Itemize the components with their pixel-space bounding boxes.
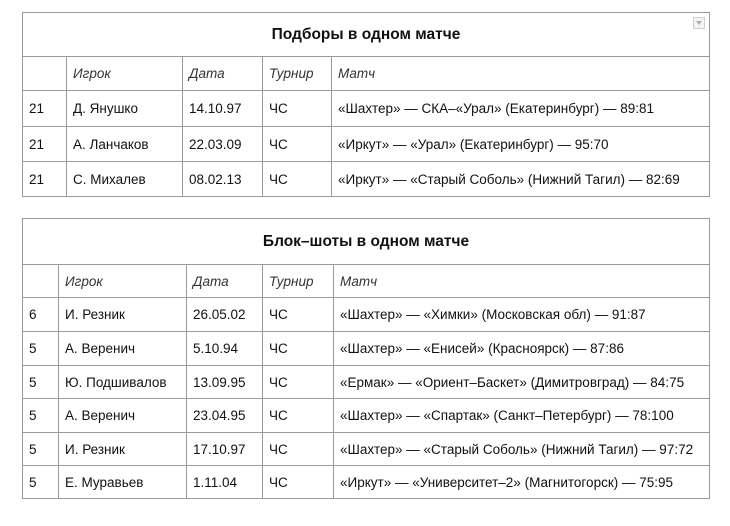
header-match: Матч: [334, 265, 710, 298]
rebounds-header-row: [23, 57, 710, 91]
cell-match: «Шахтер» — «Старый Соболь» (Нижний Тагил) — 97:72: [334, 433, 710, 466]
cell-player: Е. Муравьев: [59, 466, 187, 499]
cell-value: 6: [23, 298, 59, 332]
cell-match: «Иркут» — «Университет–2» (Магнитогорск) — 75:95: [334, 466, 710, 499]
table-row: [23, 399, 710, 433]
header-date: Дата: [187, 265, 263, 298]
rebounds-table-title: [23, 13, 710, 57]
cell-date: 13.09.95: [187, 366, 263, 399]
cell-date: 14.10.97: [183, 91, 263, 127]
header-rank: [23, 57, 67, 91]
cell-player: А. Ланчаков: [67, 127, 183, 162]
blocks-title-text: Блок–шоты в одном матче: [262, 232, 470, 250]
table-row: [23, 466, 710, 499]
cell-value: 5: [23, 433, 59, 466]
cell-date: 1.11.04: [187, 466, 263, 499]
cell-tournament: ЧС: [263, 298, 334, 332]
cell-value: 5: [23, 332, 59, 366]
rebounds-title-text: Подборы в одном матче: [271, 25, 461, 43]
cell-tournament: ЧС: [263, 332, 334, 366]
rebounds-table: [22, 12, 710, 197]
table-row: [23, 162, 710, 197]
cell-player: И. Резник: [59, 433, 187, 466]
header-rank: [23, 265, 59, 298]
table-row: [23, 433, 710, 466]
cell-tournament: ЧС: [263, 433, 334, 466]
header-tournament: Турнир: [263, 57, 332, 91]
cell-player: А. Веренич: [59, 332, 187, 366]
cell-value: 5: [23, 399, 59, 433]
cell-match: «Шахтер» — «Химки» (Московская обл) — 91:87: [334, 298, 710, 332]
cell-player: Д. Янушко: [67, 91, 183, 127]
header-player: Игрок: [67, 57, 183, 91]
cell-value: 21: [23, 91, 67, 127]
cell-tournament: ЧС: [263, 399, 334, 433]
cell-date: 08.02.13: [183, 162, 263, 197]
cell-tournament: ЧС: [263, 127, 332, 162]
dropdown-arrow-icon[interactable]: [693, 17, 705, 29]
table-row: [23, 366, 710, 399]
table-row: [23, 127, 710, 162]
table-row: [23, 332, 710, 366]
cell-match: «Шахтер» — «Спартак» (Санкт–Петербург) — 78:100: [334, 399, 710, 433]
cell-date: 26.05.02: [187, 298, 263, 332]
cell-date: 23.04.95: [187, 399, 263, 433]
cell-value: 5: [23, 366, 59, 399]
cell-player: С. Михалев: [67, 162, 183, 197]
table-row: [23, 91, 710, 127]
cell-date: 22.03.09: [183, 127, 263, 162]
cell-tournament: ЧС: [263, 366, 334, 399]
blocks-table: [22, 218, 710, 499]
header-tournament: Турнир: [263, 265, 334, 298]
cell-date: 17.10.97: [187, 433, 263, 466]
cell-player: Ю. Подшивалов: [59, 366, 187, 399]
blocks-header-row: [23, 265, 710, 298]
cell-date: 5.10.94: [187, 332, 263, 366]
cell-tournament: ЧС: [263, 466, 334, 499]
header-player: Игрок: [59, 265, 187, 298]
cell-match: «Ермак» — «Ориент–Баскет» (Димитровград) — 84:75: [334, 366, 710, 399]
cell-tournament: ЧС: [263, 162, 332, 197]
cell-value: 5: [23, 466, 59, 499]
header-date: Дата: [183, 57, 263, 91]
cell-match: «Шахтер» — «Енисей» (Красноярск) — 87:86: [334, 332, 710, 366]
cell-player: И. Резник: [59, 298, 187, 332]
table-row: [23, 298, 710, 332]
cell-value: 21: [23, 162, 67, 197]
cell-match: «Иркут» — «Урал» (Екатеринбург) — 95:70: [332, 127, 710, 162]
header-match: Матч: [332, 57, 710, 91]
cell-match: «Шахтер» — СКА–«Урал» (Екатеринбург) — 89:81: [332, 91, 710, 127]
blocks-table-title: [23, 219, 710, 265]
cell-match: «Иркут» — «Старый Соболь» (Нижний Тагил) — 82:69: [332, 162, 710, 197]
cell-tournament: ЧС: [263, 91, 332, 127]
cell-player: А. Веренич: [59, 399, 187, 433]
cell-value: 21: [23, 127, 67, 162]
